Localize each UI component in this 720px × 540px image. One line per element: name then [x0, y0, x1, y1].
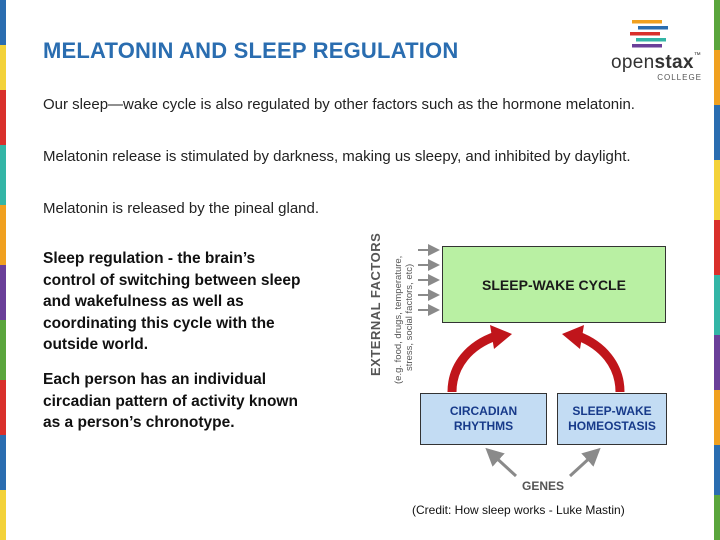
slide-title: MELATONIN AND SLEEP REGULATION — [43, 38, 459, 63]
sleep-wake-homeostasis-box: SLEEP-WAKE HOMEOSTASIS — [557, 393, 667, 445]
genes-label: GENES — [521, 479, 564, 493]
genes-arrows — [492, 454, 594, 476]
red-curved-arrows — [452, 325, 620, 392]
chronotype-text: Each person has an individual circadian pattern of activity known as a person’s chronotype. — [43, 371, 298, 431]
logo-subtitle: COLLEGE — [657, 73, 702, 82]
logo-wordmark: openstax™ — [610, 52, 701, 73]
image-credit: (Credit: How sleep works - Luke Mastin) — [412, 503, 625, 517]
circadian-rhythms-box: CIRCADIAN RHYTHMS — [420, 393, 547, 445]
paragraph-2: Melatonin release is stimulated by darkness, making us sleepy, and inhibited by daylight. — [43, 148, 631, 165]
external-factors-label: EXTERNAL FACTORS — [368, 232, 383, 376]
sleep-wake-cycle-box: SLEEP-WAKE CYCLE — [442, 246, 666, 323]
external-factor-arrows — [418, 250, 434, 310]
definition-text: - the brain’s control of switching between sleep and wakefulness as well as coordinating this cycle with the outside world. — [43, 250, 301, 353]
definition-term: Sleep regulation — [43, 250, 164, 267]
paragraph-3: Melatonin is released by the pineal gland. — [43, 200, 320, 217]
external-factors-examples: (e.g. food, drugs, temperature, stress, social factors, etc) — [393, 255, 415, 384]
paragraph-1: Our sleep—wake cycle is also regulated by other factors such as the hormone melatonin. — [43, 96, 635, 113]
